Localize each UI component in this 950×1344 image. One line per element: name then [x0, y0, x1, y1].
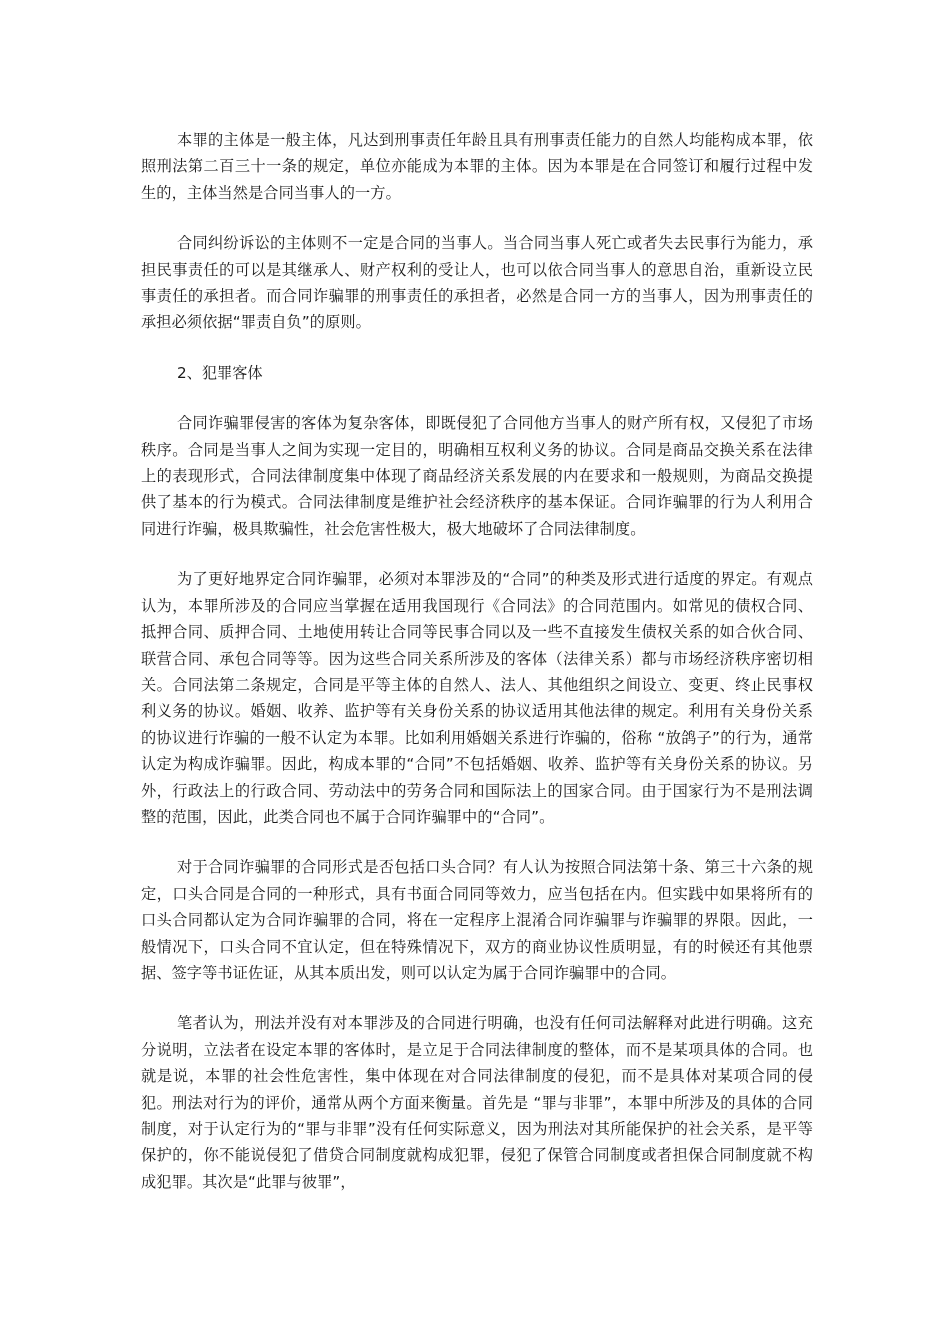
paragraph-oral-contract: 对于合同诈骗罪的合同形式是否包括口头合同？有人认为按照合同法第十条、第三十六条的规定，口头合同是合同的一种形式，具有书面合同同等效力，应当包括在内。但实践中如果将所有的口头合同都认定为合同诈骗罪的合同，将在一定程序上混淆合同诈骗罪与诈骗罪的界限。因此，一般情况下，口头合同不宜认定，但在特殊情况下，双方的商业协议性质明显，有的时候还有其他票据、签字等书证佐证，从其本质出发，则可以认定为属于合同诈骗罪中的合同。 — [141, 858, 813, 982]
section-heading-object: 2、犯罪客体 — [177, 363, 263, 382]
paragraph-subject: 本罪的主体是一般主体，凡达到刑事责任年龄且具有刑事责任能力的自然人均能构成本罪，依照刑法第二百三十一条的规定，单位亦能成为本罪的主体。因为本罪是在合同签订和履行过程中发生的，主体当然是合同当事人的一方。 — [141, 131, 813, 202]
paragraph-litigation-subject: 合同纠纷诉讼的主体则不一定是合同的当事人。当合同当事人死亡或者失去民事行为能力，承担民事责任的可以是其继承人、财产权利的受让人，也可以依合同当事人的意思自治，重新设立民事责任的承担者。而合同诈骗罪的刑事责任的承担者，必然是合同一方的当事人，因为刑事责任的承担必须依据“罪责自负”的原则。 — [141, 234, 813, 332]
document-page — [141, 127, 813, 1219]
paragraph-object: 合同诈骗罪侵害的客体为复杂客体，即既侵犯了合同他方当事人的财产所有权，又侵犯了市场秩序。合同是当事人之间为实现一定目的，明确相互权利义务的协议。合同是商品交换关系在法律上的表现形式，合同法律制度集中体现了商品经济关系发展的内在要求和一般规则，为商品交换提供了基本的行为模式。合同法律制度是维护社会经济秩序的基本保证。合同诈骗罪的行为人利用合同进行诈骗，极具欺骗性，社会危害性极大，极大地破坏了合同法律制度。 — [141, 414, 813, 538]
paragraph-contract-scope: 为了更好地界定合同诈骗罪，必须对本罪涉及的“合同”的种类及形式进行适度的界定。有观点认为，本罪所涉及的合同应当掌握在适用我国现行《合同法》的合同范围内。如常见的债权合同、抵押合同、质押合同、土地使用转让合同等民事合同以及一些不直接发生债权关系的如合伙合同、联营合同、承包合同等等。因为这些合同关系所涉及的客体（法律关系）都与市场经济秩序密切相关。合同法第二条规定，合同是平等主体的自然人、法人、其他组织之间设立、变更、终止民事权利义务的协议。婚姻、收养、监护等有关身份关系的协议适用其他法律的规定。利用有关身份关系的协议进行诈骗的一般不认定为本罪。比如利用婚姻关系进行诈骗的，俗称 “放鸽子”的行为，通常认定为构成诈骗罪。因此，构成本罪的“合同”不包括婚姻、收养、监护等有关身份关系的协议。另外，行政法上的行政合同、劳动法中的劳务合同和国际法上的国家合同。由于国家行为不是刑法调整的范围，因此，此类合同也不属于合同诈骗罪中的“合同”。 — [141, 570, 813, 826]
paragraph-author-view: 笔者认为，刑法并没有对本罪涉及的合同进行明确，也没有任何司法解释对此进行明确。这充分说明，立法者在设定本罪的客体时，是立足于合同法律制度的整体，而不是某项具体的合同。也就是说，本罪的社会性危害性，集中体现在对合同法律制度的侵犯，而不是具体对某项合同的侵犯。刑法对行为的评价，通常从两个方面来衡量。首先是 “罪与非罪”，本罪中所涉及的具体的合同制度，对于认定行为的“罪与非罪”没有任何实际意义，因为刑法对其所能保护的社会关系，是平等保护的，你不能说侵犯了借贷合同制度就构成犯罪，侵犯了保管合同制度或者担保合同制度就不构成犯罪。其次是“此罪与彼罪”， — [141, 1014, 813, 1191]
